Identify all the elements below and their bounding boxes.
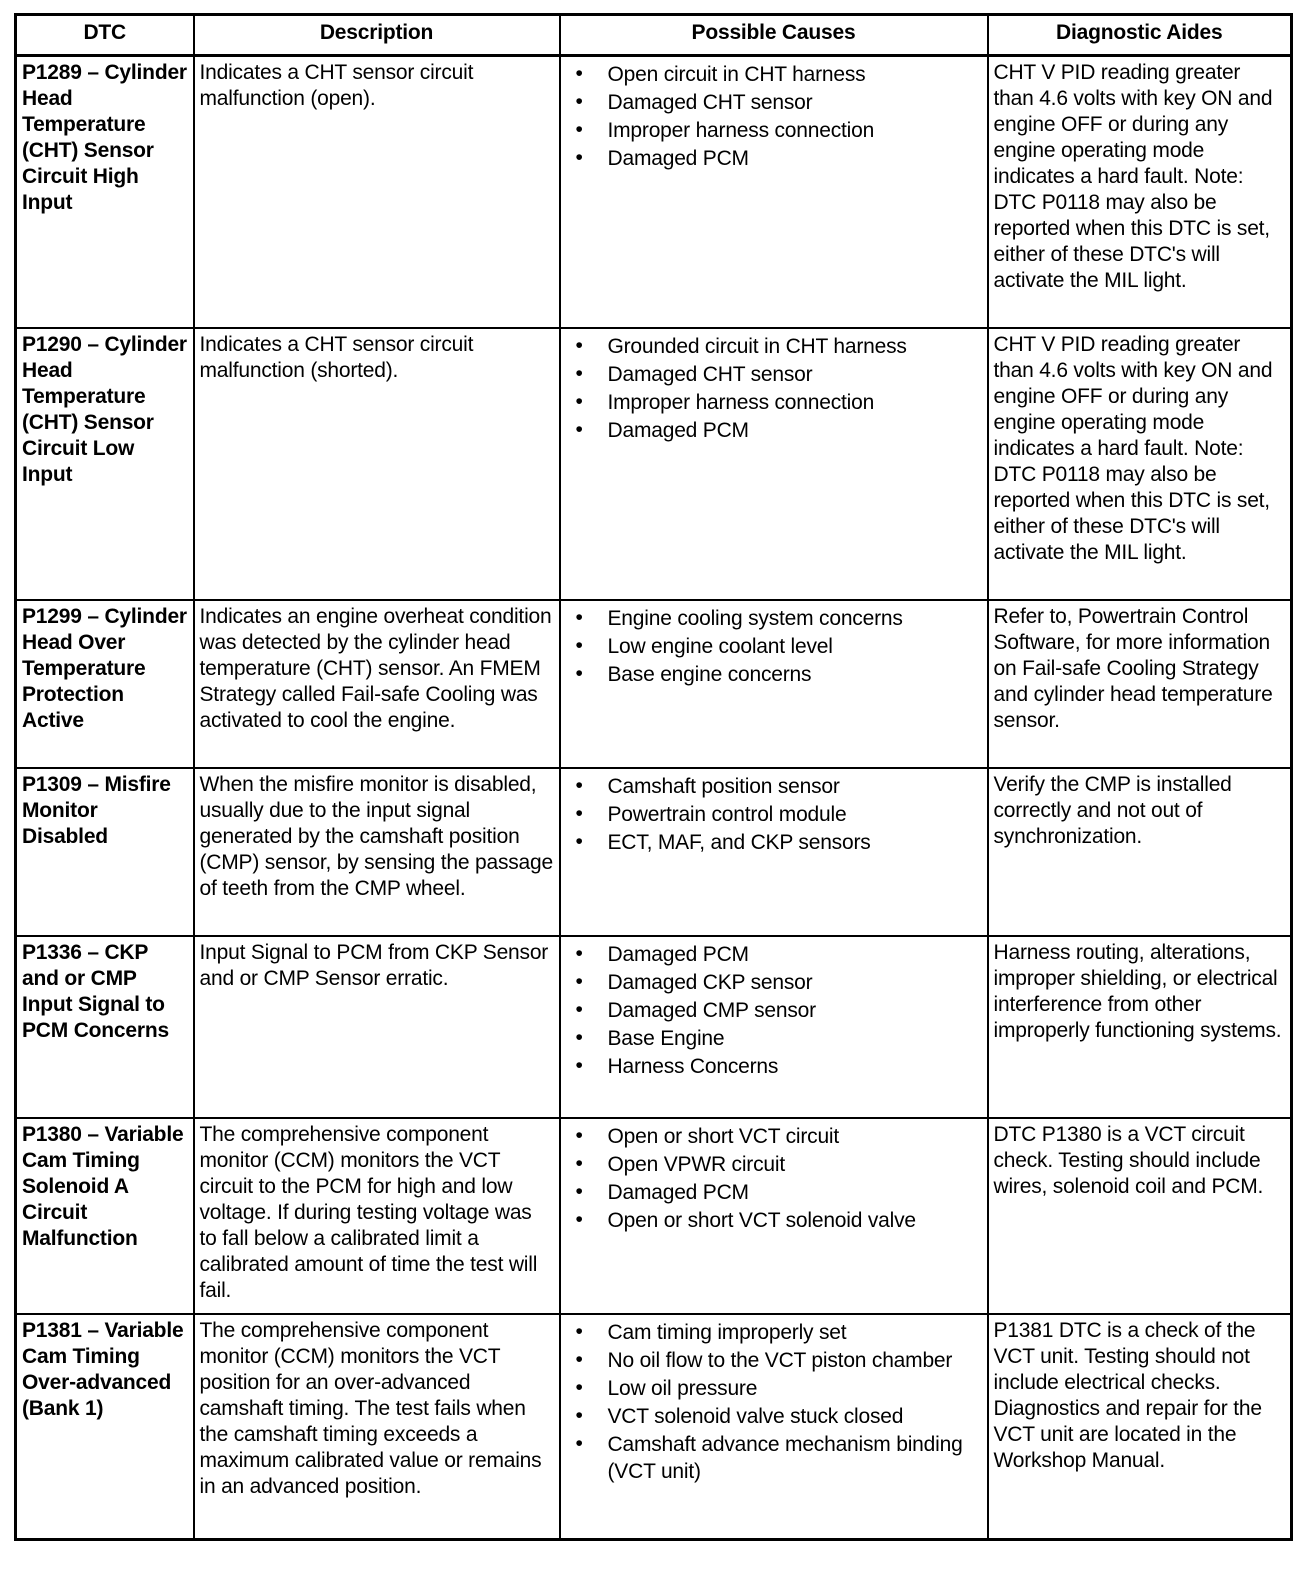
bullet-icon: • [575,941,583,965]
bullet-icon: • [575,1123,583,1147]
cause-item: • No oil flow to the VCT piston chamber [575,1347,953,1372]
causes-cell [560,56,988,328]
cause-item: • Damaged CHT sensor [575,90,813,114]
bullet-icon: • [575,1025,583,1049]
cause-item: • Base Engine [575,1025,725,1050]
cause-item: • Camshaft position sensor [575,773,840,798]
cause-item: • Open VPWR circuit [575,1151,785,1176]
cause-item: • Engine cooling system concerns [575,605,903,630]
causes-cell [560,1314,988,1540]
dtc-code-cell: P1381 – Variable Cam Timing Over-advanced (Bank 1) [16,1314,194,1540]
bullet-icon: • [575,1319,583,1343]
causes-list [566,1318,982,1485]
header-dtc: DTC [16,15,194,56]
causes-cell [560,768,988,936]
header-row [16,15,1292,56]
bullet-icon: • [575,333,583,357]
cause-item: • Improper harness connection [575,118,875,142]
bullet-icon: • [575,1053,583,1077]
description-cell: Indicates a CHT sensor circuit malfunction (open). [194,56,560,328]
cause-item: • Open or short VCT circuit [575,1123,840,1148]
diagnostic-aides-cell: Verify the CMP is installed correctly and not out of synchronization. [988,768,1292,936]
cause-item: • Harness Concerns [575,1053,779,1078]
causes-list [566,604,982,688]
bullet-icon: • [575,62,583,85]
cause-item: • Base engine concerns [575,661,812,686]
causes-list [566,60,982,172]
table-row [16,1118,1292,1314]
bullet-icon: • [575,1403,583,1427]
table-header [16,15,1292,56]
cause-item: • Low engine coolant level [575,633,833,658]
bullet-icon: • [575,1375,583,1399]
bullet-icon: • [575,969,583,993]
description-cell: Indicates a CHT sensor circuit malfunction (shorted). [194,328,560,600]
table-row [16,768,1292,936]
description-cell: Indicates an engine overheat condition was detected by the cylinder head temperature (CHT) sensor. An FMEM Strategy called Fail-safe Cooling was activated to cool the engine. [194,600,560,768]
cause-item: • Damaged PCM [575,146,749,170]
cause-item: • Damaged CKP sensor [575,969,813,994]
cause-item: • Damaged PCM [575,1179,749,1204]
bullet-icon: • [575,773,583,797]
causes-list [566,940,982,1080]
cause-item: • Powertrain control module [575,801,847,826]
dtc-code-cell: P1380 – Variable Cam Timing Solenoid A Circuit Malfunction [16,1118,194,1314]
header-description: Description [194,15,560,56]
header-diagnostic-aides: Diagnostic Aides [988,15,1292,56]
table-row [16,1314,1292,1540]
causes-cell [560,1118,988,1314]
cause-item: • VCT solenoid valve stuck closed [575,1403,904,1428]
bullet-icon: • [575,1179,583,1203]
table-row [16,56,1292,328]
causes-cell [560,936,988,1118]
cause-item: • Open or short VCT solenoid valve [575,1207,916,1232]
diagnostic-aides-cell: Harness routing, alterations, improper shielding, or electrical interference from other improperly functioning systems. [988,936,1292,1118]
dtc-code-cell: P1299 – Cylinder Head Over Temperature Protection Active [16,600,194,768]
causes-list [566,772,982,856]
cause-item: • Damaged PCM [575,417,749,442]
bullet-icon: • [575,633,583,657]
bullet-icon: • [575,146,583,169]
table-row [16,600,1292,768]
bullet-icon: • [575,361,583,385]
diagnostic-aides-cell: CHT V PID reading greater than 4.6 volts with key ON and engine OFF or during any engine operating mode indicates a hard fault. Note: DTC P0118 may also be reported when this DTC is set, either of these DTC's will activate the MIL light. [988,56,1292,328]
causes-cell [560,328,988,600]
causes-cell [560,600,988,768]
cause-item: • Cam timing improperly set [575,1319,847,1344]
cause-item: • Camshaft advance mechanism binding (VCT unit) [575,1431,963,1483]
dtc-code-cell: P1289 – Cylinder Head Temperature (CHT) Sensor Circuit High Input [16,56,194,328]
bullet-icon: • [575,997,583,1021]
bullet-icon: • [575,90,583,113]
bullet-icon: • [575,1347,583,1371]
bullet-icon: • [575,801,583,825]
description-cell: Input Signal to PCM from CKP Sensor and or CMP Sensor erratic. [194,936,560,1118]
table-row [16,936,1292,1118]
diagnostic-aides-cell: DTC P1380 is a VCT circuit check. Testing should include wires, solenoid coil and PCM. [988,1118,1292,1314]
dtc-code-cell: P1309 – Misfire Monitor Disabled [16,768,194,936]
table-row [16,328,1292,600]
cause-item: • Open circuit in CHT harness [575,62,866,86]
bullet-icon: • [575,661,583,685]
bullet-icon: • [575,829,583,853]
dtc-code-cell: P1336 – CKP and or CMP Input Signal to PCM Concerns [16,936,194,1118]
bullet-icon: • [575,417,583,441]
diagnostic-aides-cell: CHT V PID reading greater than 4.6 volts with key ON and engine OFF or during any engine operating mode indicates a hard fault. Note: DTC P0118 may also be reported when this DTC is set, either of these DTC's will activate the MIL light. [988,328,1292,600]
bullet-icon: • [575,1207,583,1231]
cause-item: • Damaged CHT sensor [575,361,813,386]
bullet-icon: • [575,1151,583,1175]
cause-item: • Damaged PCM [575,941,749,966]
bullet-icon: • [575,118,583,141]
dtc-code-cell: P1290 – Cylinder Head Temperature (CHT) Sensor Circuit Low Input [16,328,194,600]
table-body [16,56,1292,1540]
diagnostic-aides-cell: Refer to, Powertrain Control Software, for more information on Fail-safe Cooling Strategy and cylinder head temperature sensor. [988,600,1292,768]
cause-item: • ECT, MAF, and CKP sensors [575,829,871,854]
cause-item: • Grounded circuit in CHT harness [575,333,907,358]
header-possible-causes: Possible Causes [560,15,988,56]
bullet-icon: • [575,389,583,413]
bullet-icon: • [575,605,583,629]
cause-item: • Damaged CMP sensor [575,997,816,1022]
diagnostic-aides-cell: P1381 DTC is a check of the VCT unit. Testing should not include electrical checks. Diagnostics and repair for the VCT unit are located in the Workshop Manual. [988,1314,1292,1540]
bullet-icon: • [575,1431,583,1455]
cause-item: • Low oil pressure [575,1375,758,1400]
description-cell: When the misfire monitor is disabled, usually due to the input signal generated by the camshaft position (CMP) sensor, by sensing the passage of teeth from the CMP wheel. [194,768,560,936]
cause-item: • Improper harness connection [575,389,875,414]
causes-list [566,332,982,444]
causes-list [566,1122,982,1234]
description-cell: The comprehensive component monitor (CCM) monitors the VCT circuit to the PCM for high and low voltage. If during testing voltage was to fall below a calibrated limit a calibrated amount of time the test will fail. [194,1118,560,1314]
dtc-table [14,13,1293,1541]
description-cell: The comprehensive component monitor (CCM) monitors the VCT position for an over-advanced camshaft timing. The test fails when the camshaft timing exceeds a maximum calibrated value or remains in an advanced position. [194,1314,560,1540]
document-page [14,13,1290,1541]
